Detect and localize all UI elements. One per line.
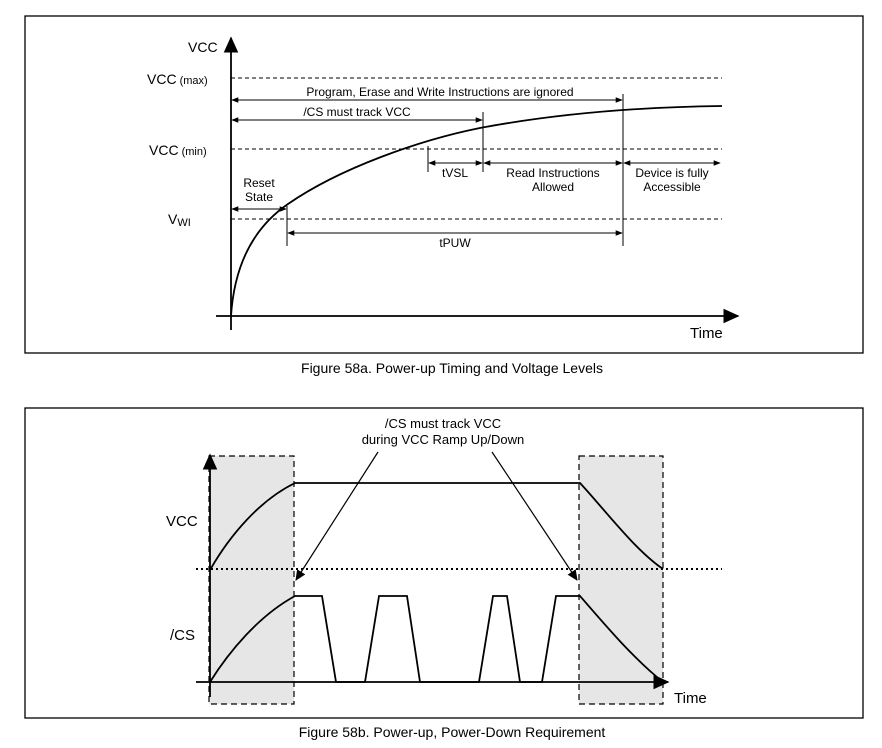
read-allowed-label-line2: Allowed [531, 180, 575, 194]
figure-58b [25, 408, 863, 740]
note-arrow-right [492, 452, 577, 580]
x-axis-label: Time [690, 325, 723, 342]
figure-58a [25, 16, 863, 376]
cs-track-note-line2: during VCC Ramp Up/Down [361, 432, 525, 447]
tvsl-span-label: tVSL [441, 166, 469, 180]
ignored-span-label: Program, Erase and Write Instructions are ignored [306, 85, 574, 99]
tpuw-span-label: tPUW [439, 236, 471, 250]
figure-b-caption: Figure 58b. Power-up, Power-Down Requirement [298, 724, 606, 740]
figure-b-frame [25, 408, 863, 718]
cs-track-span-label: /CS must track VCC [303, 105, 411, 119]
b-x-axis-label: Time [674, 690, 707, 707]
vcc-ramp-curve [231, 106, 722, 316]
figure-a-caption: Figure 58a. Power-up Timing and Voltage Levels [301, 360, 603, 376]
cs-track-note-line1: /CS must track VCC [384, 416, 502, 431]
figure-a-frame [25, 16, 863, 353]
ramp-up-region [209, 456, 294, 704]
vcc-min-label: VCC (min) [149, 142, 207, 158]
device-accessible-label-line2: Accessible [643, 180, 701, 194]
ramp-down-region [579, 456, 663, 704]
reset-state-label-line1: Reset [243, 176, 275, 190]
vcc-max-label: VCC (max) [147, 71, 208, 87]
read-allowed-label-line1: Read Instructions [506, 166, 600, 180]
cs-signal-label: /CS [170, 627, 196, 644]
vwi-label: VWI [168, 211, 191, 229]
vcc-signal-label: VCC [166, 513, 198, 530]
device-accessible-label-line1: Device is fully [635, 166, 709, 180]
note-arrow-left [296, 452, 378, 580]
y-axis-label: VCC [188, 39, 218, 55]
reset-state-label-line2: State [244, 190, 274, 204]
